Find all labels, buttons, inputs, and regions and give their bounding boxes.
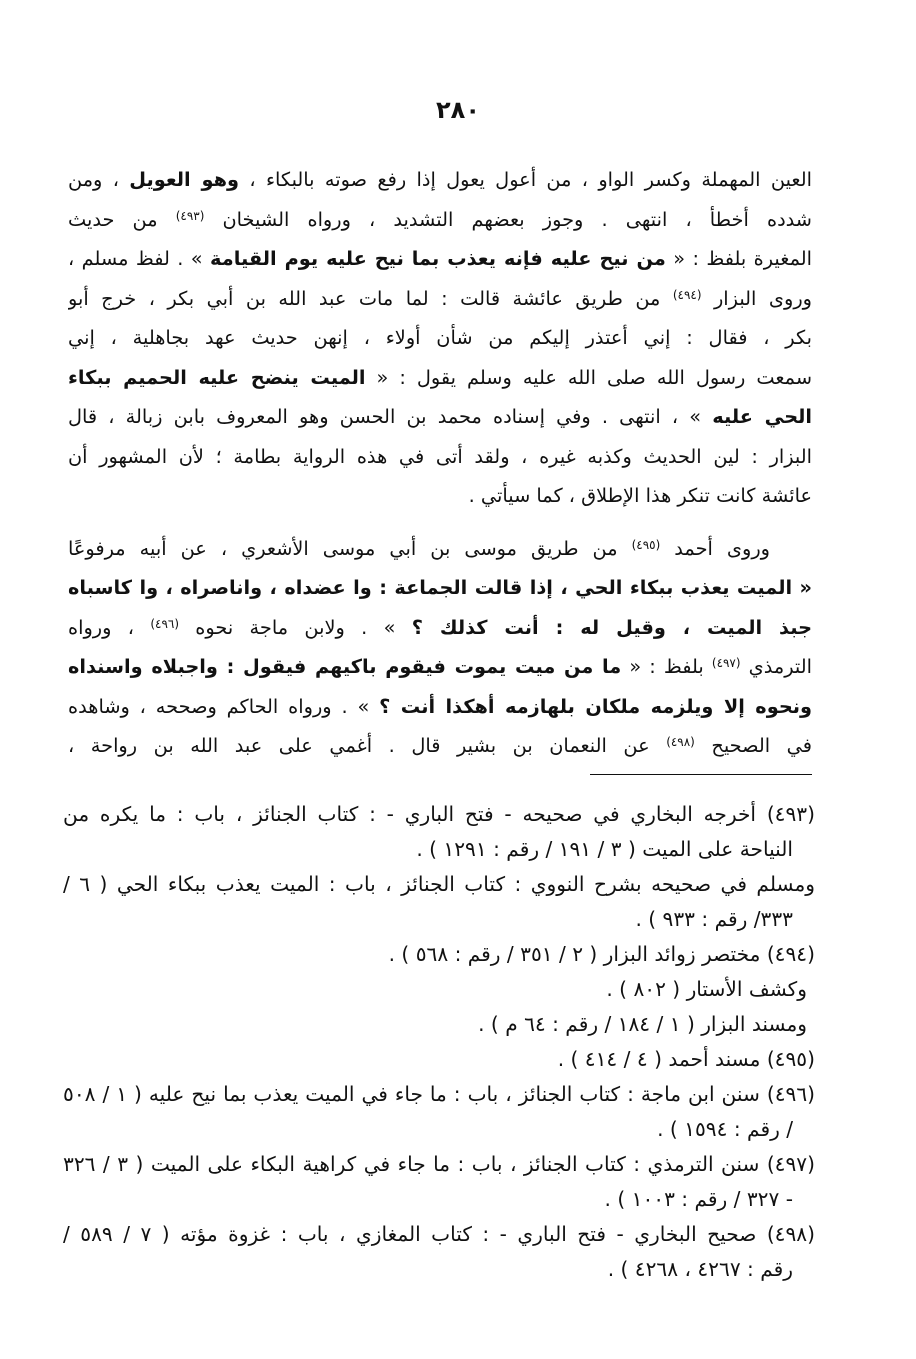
body-line (68, 687, 812, 727)
footnote-line (63, 797, 815, 832)
text-segment: ، ورواه (68, 615, 151, 639)
footnote-line (63, 1252, 793, 1287)
body-line (68, 476, 812, 516)
footnote-text: أخرجه البخاري في صحيحه - فتح الباري - : كتاب الجنائز ، باب : ما يكره من (63, 802, 757, 826)
footnote-text: سنن ابن ماجة : كتاب الجنائز ، باب : ما جاء في الميت يعذب بما نيح عليه ( ١ / ٥٠٨ (63, 1082, 760, 1106)
footnote-line (63, 972, 807, 1007)
footnote-number: (٤٩٧) (766, 1152, 815, 1176)
text-segment: البزار : لين الحديث وكذبه غيره ، ولقد أتى في هذه الرواية بطامة ؛ لأن المشهور أن (68, 444, 812, 468)
footnote-line (63, 832, 793, 867)
body-line (68, 239, 812, 279)
body-line (68, 358, 812, 398)
footnote-text: / رقم : ١٥٩٤ ) . (657, 1117, 793, 1141)
hadith-quote: « الميت يعذب ببكاء الحي ، إذا قالت الجماعة : وا عضداه ، واناصراه ، وا كاسباه (68, 576, 812, 599)
footnote-number: (٤٩٣) (766, 802, 815, 826)
body-line (68, 200, 812, 240)
text-segment: من حديث (68, 207, 176, 231)
text-segment: عائشة كانت تنكر هذا الإطلاق ، كما سيأتي . (468, 484, 812, 507)
paragraph (68, 160, 812, 516)
text-segment: بكر ، فقال : إني أعتذر إليكم من شأن أولاء ، إنهن حديث عهد بجاهلية ، إني (68, 326, 812, 349)
hadith-quote: جبذ الميت ، وقيل له : أنت كذلك ؟ (411, 615, 812, 639)
footnote-separator (590, 774, 812, 775)
body-line (68, 568, 812, 608)
text-segment: الترمذي (740, 655, 812, 678)
text-segment: سمعت رسول الله صلى الله عليه وسلم يقول : « (365, 365, 812, 389)
footnote-text: مسند أحمد ( ٤ / ٤١٤ ) . (557, 1047, 761, 1071)
footnote-text: ومسلم في صحيحه بشرح النووي : كتاب الجنائز ، باب : الميت يعذب ببكاء الحي ( ٦ / (63, 872, 815, 896)
paragraph (68, 529, 812, 766)
text-segment: وروى أحمد (660, 536, 770, 560)
footnote-line (63, 1147, 815, 1182)
text-segment: في الصحيح (694, 734, 812, 757)
footnote-ref: (٤٩٤) (672, 287, 702, 302)
text-segment: » ، انتهى . وفي إسناده محمد بن الحسن وهو المعروف بابن زبالة ، قال (68, 405, 713, 428)
text-segment: » . لفظ مسلم ، (68, 247, 211, 270)
main-text (68, 160, 812, 766)
body-line (68, 529, 770, 569)
footnote-text: وكشف الأستار ( ٨٠٢ ) . (606, 977, 807, 1001)
text-segment: وروى البزار (701, 286, 812, 310)
footnote-line (63, 1007, 807, 1042)
body-line (68, 608, 812, 648)
footnote-line (63, 937, 815, 972)
footnote-ref: (٤٩٨) (666, 735, 695, 750)
text-segment: ، ومن (68, 168, 130, 191)
footnote-text: مختصر زوائد البزار ( ٢ / ٣٥١ / رقم : ٥٦٨ ) . (388, 942, 761, 966)
footnote-text: ٣٣٣/ رقم : ٩٣٣ ) . (635, 907, 793, 931)
footnote-line (63, 1042, 815, 1077)
footnote-line (63, 1182, 793, 1217)
body-line (68, 397, 812, 437)
body-line (68, 279, 812, 319)
body-line (68, 726, 812, 766)
footnote-line (63, 1112, 793, 1147)
hadith-quote: الميت ينضح عليه الحميم ببكاء (68, 365, 366, 389)
footnote-ref: (٤٩٦) (150, 616, 179, 631)
footnote-number: (٤٩٦) (766, 1082, 815, 1106)
text-segment: شدده أخطأ ، انتهى . وجوز بعضهم التشديد ، ورواه الشيخان (204, 207, 812, 231)
page-number: ٢٨٠ (436, 96, 480, 124)
footnote-text: صحيح البخاري - فتح الباري - : كتاب المغازي ، باب : غزوة مؤته ( ٧ / ٥٨٩ / (63, 1222, 757, 1246)
body-line (68, 160, 812, 200)
hadith-quote: ونحوه إلا ويلزمه ملكان بلهازمه أهكذا أنت ؟ (379, 694, 812, 718)
hadith-quote: من نيح عليه فإنه يعذب بما نيح عليه يوم القيامة (210, 247, 666, 270)
footnote-text: - ٣٢٧ / رقم : ١٠٠٣ ) . (604, 1187, 793, 1211)
text-segment: المغيرة بلفظ : « (665, 247, 812, 270)
text-segment: عن النعمان بن بشير قال . أغمي على عبد الله بن رواحة ، (68, 734, 667, 757)
footnotes (63, 797, 815, 1287)
footnote-number: (٤٩٨) (766, 1222, 815, 1246)
text-segment: من طريق عائشة قالت : لما مات عبد الله بن أبي بكر ، خرج أبو (68, 286, 673, 310)
footnote-ref: (٤٩٧) (711, 656, 741, 671)
bold-text: وهو العويل (129, 168, 240, 191)
footnote-text: رقم : ٤٢٦٧ ، ٤٢٦٨ ) . (607, 1257, 793, 1281)
text-segment: » . ولابن ماجة نحوه (178, 615, 412, 639)
footnote-ref: (٤٩٥) (631, 537, 661, 552)
footnote-line (63, 1077, 815, 1112)
body-line (68, 437, 812, 477)
footnote-line (63, 867, 815, 902)
footnote-text: النياحة على الميت ( ٣ / ١٩١ / رقم : ١٢٩١ ) . (416, 837, 793, 861)
footnote-number: (٤٩٥) (766, 1047, 815, 1071)
footnote-text: ومسند البزار ( ١ / ١٨٤ / رقم : ٦٤ م ) . (478, 1012, 807, 1036)
hadith-quote: الحي عليه (712, 405, 812, 428)
text-segment: » . ورواه الحاكم وصححه ، وشاهده (68, 694, 380, 718)
footnote-number: (٤٩٤) (766, 942, 815, 966)
footnote-text: سنن الترمذي : كتاب الجنائز ، باب : ما جاء في كراهية البكاء على الميت ( ٣ / ٣٢٦ (63, 1152, 760, 1176)
text-segment: بلفظ : « (621, 655, 712, 678)
text-segment: العين المهملة وكسر الواو ، من أعول يعول إذا رفع صوته بالبكاء ، (239, 168, 812, 191)
body-line (68, 647, 812, 687)
footnote-ref: (٤٩٣) (175, 208, 205, 223)
text-segment: من طريق موسى بن أبي موسى الأشعري ، عن أبيه مرفوعًا (68, 536, 632, 560)
footnote-line (63, 902, 793, 937)
footnote-line (63, 1217, 815, 1252)
hadith-quote: ما من ميت يموت فيقوم باكيهم فيقول : واجبلاه واسنداه (68, 655, 622, 678)
body-line (68, 318, 812, 358)
